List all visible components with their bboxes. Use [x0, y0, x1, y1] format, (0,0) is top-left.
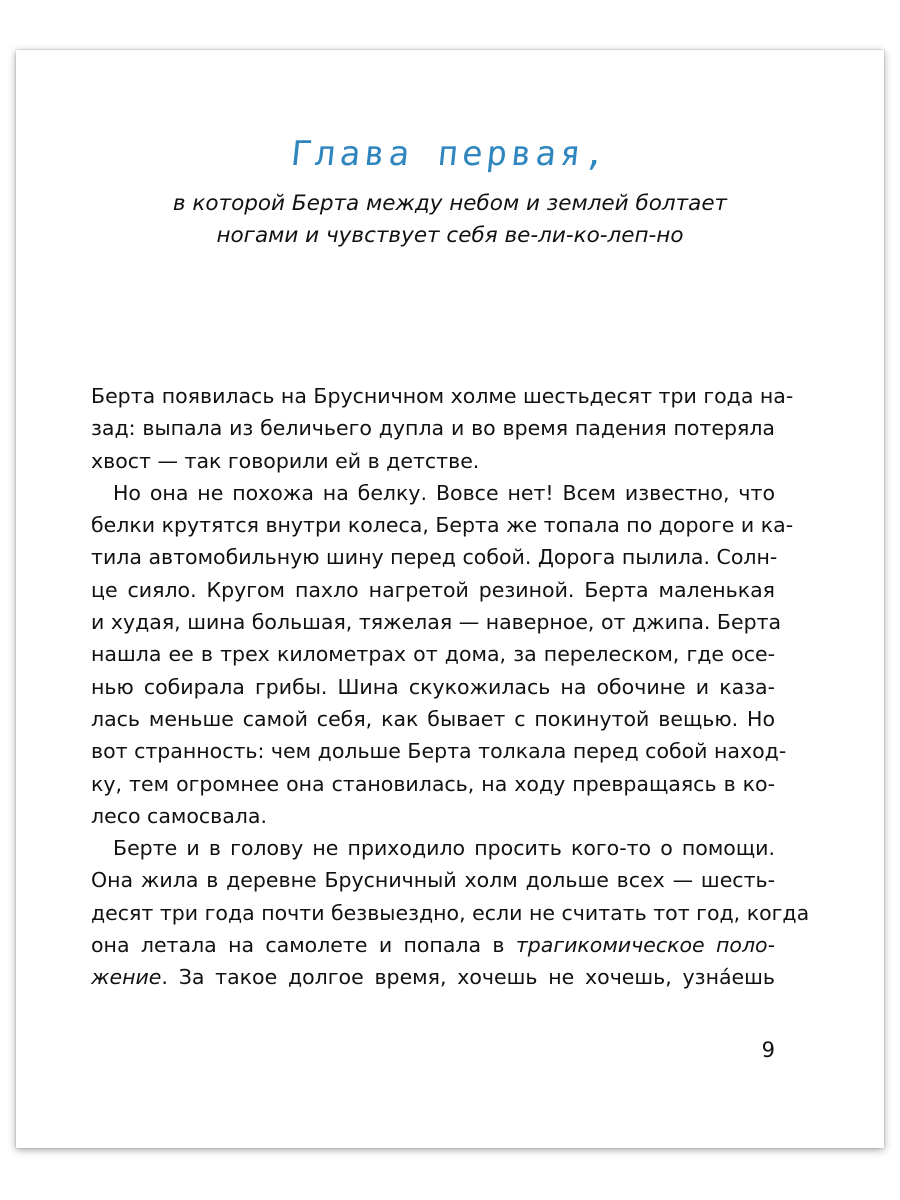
chapter-subtitle — [16, 188, 884, 252]
text-line: десят три года почти безвыездно, если не считать тот год, когда — [91, 900, 810, 925]
text-line: це сияло. Кругом пахло нагретой резиной. Берта маленькая — [91, 577, 775, 602]
text-line: Берте и в голову не приходило просить кого-то о помощи. — [113, 836, 775, 861]
text-line: Берта появилась на Брусничном холме шестьдесят три года на- — [91, 384, 794, 408]
book-page — [16, 50, 884, 1148]
text-line: белки крутятся внутри колеса, Берта же топала по дороге и ка- — [91, 513, 794, 538]
body-text — [91, 380, 810, 994]
text-line: и худая, шина большая, тяжелая — наверное, от джипа. Берта — [91, 610, 782, 635]
text-line: лесо самосвала. — [91, 803, 267, 828]
text-line: вот странность: чем дольше Берта толкала перед собой наход- — [91, 739, 787, 764]
text-segment: . За такое долгое время, хочешь не хочешь, узна́ешь — [161, 965, 775, 990]
text-segment: она летала на самолете и попала в — [91, 933, 505, 958]
text-line: лась меньше самой себя, как бывает с покинутой вещью. Но — [91, 706, 775, 731]
text-line: нашла ее в трех километрах от дома, за перелеском, где осе- — [91, 642, 775, 667]
text-line: Но она не похожа на белку. Вовсе нет! Всем известно, что — [113, 480, 775, 505]
text-line: хвост — так говорили ей в детстве. — [91, 448, 480, 473]
chapter-subtitle-line: в которой Берта между небом и землей болтает — [172, 191, 728, 216]
text-line — [91, 961, 775, 993]
chapter-subtitle-line: ногами и чувствует себя ве-ли-ко-леп-но — [216, 223, 684, 248]
text-line: Она жила в деревне Брусничный холм дольше всех — шесть- — [91, 868, 775, 893]
italic-phrase: трагикомическое поло- — [515, 933, 775, 958]
text-line: нью собирала грибы. Шина скукожилась на обочине и каза- — [91, 674, 775, 699]
italic-phrase: жение — [91, 965, 162, 990]
text-line — [91, 929, 775, 961]
text-line: тила автомобильную шину перед собой. Дорога пылила. Солн- — [91, 545, 778, 570]
text-line: зад: выпала из беличьего дупла и во время падения потеряла — [91, 416, 775, 441]
text-line: ку, тем огромнее она становилась, на ходу превращаясь в ко- — [91, 771, 775, 796]
page-number: 9 — [761, 1038, 775, 1062]
chapter-title: Глава первая, — [288, 134, 612, 174]
